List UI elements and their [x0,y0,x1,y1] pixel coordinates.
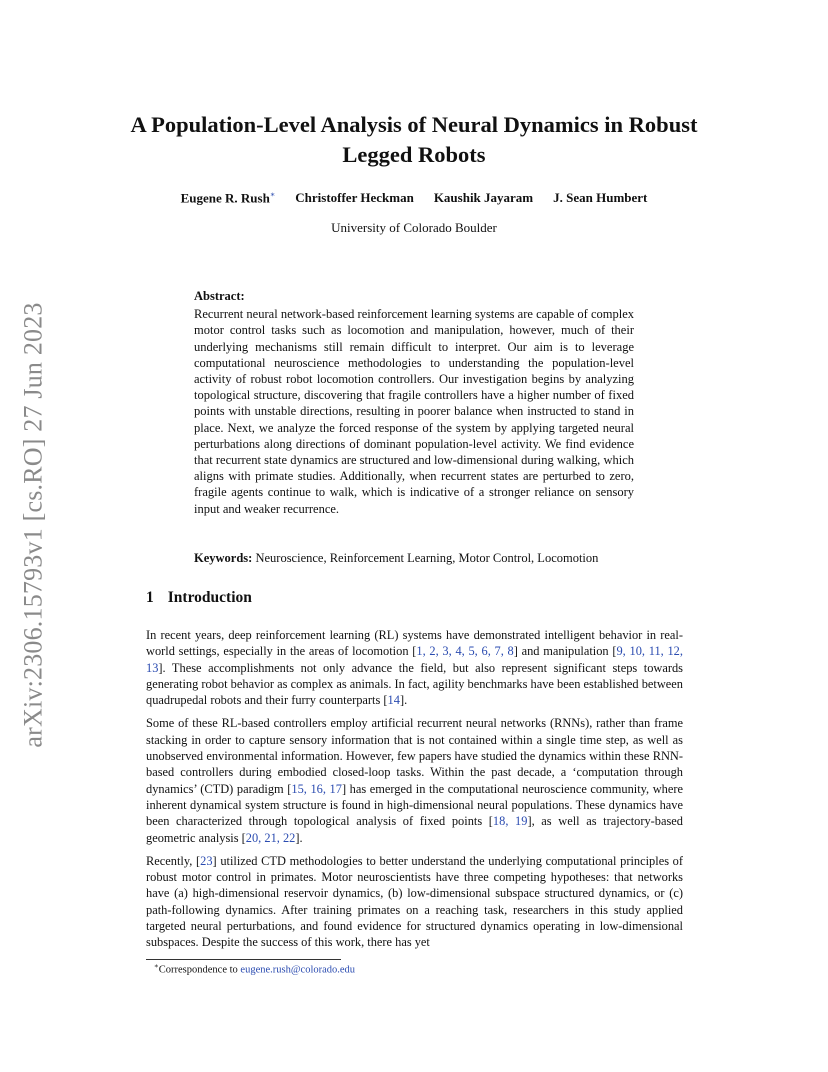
keywords-text: Neuroscience, Reinforcement Learning, Motor Control, Locomotion [255,551,599,565]
citation-link[interactable]: 15, 16, 17 [291,781,342,796]
paragraph-text: ]. These accomplishments not only advance the field, but also represent significant steps towards generating robot behavior as complex as animals. In fact, agility benchmarks have been established between quadrupedal robots and their furry counterparts [ [146,660,683,708]
abstract-block [194,288,634,517]
paragraph-text: In recent years, deep reinforcement learning (RL) systems have demonstrated intelligent behavior in real-world settings, especially in the areas of locomotion [ [146,628,683,659]
paragraph-text: ], as well as trajectory-based geometric analysis [ [146,814,683,845]
author-name: Eugene R. Rush [180,190,270,206]
section-number: 1 [146,589,154,606]
paragraph-text: ] has emerged in the computational neuroscience community, where inherent dynamical system structure is found in high-dimensional neural populations. These dynamics have been characterized through topological analysis of fixed points [ [146,781,683,829]
paragraph-text: ] utilized CTD methodologies to better understand the underlying computational principles of robust motor control in primates. Motor neuroscientists have three competing hypotheses: that networks have (a) high-dimensional reservoir dynamics, (b) low-dimensional subspace structured dynamics, or (c) path-following dynamics. After training primates on a reaching task, researchers in this study applied targeted neural perturbations, and found evidence for structured dynamics operating in low-dimensional subspaces. Despite the success of this work, there has yet [146,853,683,950]
author-list [120,190,708,206]
citation-link[interactable]: 20, 21, 22 [245,830,296,845]
author-item [434,190,533,206]
keywords-line [194,551,654,566]
email-link[interactable]: eugene.rush@colorado.edu [240,964,356,976]
citation-link[interactable]: 1, 2, 3, 4, 5, 6, 7, 8 [416,644,514,659]
arxiv-id-text: arXiv:2306.15793v1 [cs.RO] 27 Jun 2023 [19,302,49,748]
citation-link[interactable]: 9, 10, 11, 12, 13 [146,644,683,675]
paragraph-text: Some of these RL-based controllers employ artificial recurrent neural networks (RNNs), rather than frame stacking in order to capture sensory information that is not contained within a single time step, as well as unobserved environmental information. However, few papers have studied the dynamics within these RNN-based controllers during embodied closed-loop tasks. Within the past decade, a ‘computation through dynamics’ (CTD) paradigm [ [146,716,683,796]
paragraph [146,627,683,708]
author-item [181,190,276,206]
section-title: Introduction [167,589,252,606]
footnote-rule [146,959,341,960]
author-name: Christoffer Heckman [295,190,414,205]
paragraph-text: Recently, [ [146,853,201,868]
arxiv-identifier-stamp [10,290,58,760]
paragraph-text: ]. [399,693,408,708]
section-heading [146,589,252,607]
paragraph [146,715,683,845]
paper-title: A Population-Level Analysis of Neural Dynamics in Robust Legged Robots [130,112,698,167]
citation-link[interactable]: 18, 19 [492,814,528,829]
citation-link[interactable]: 14 [387,693,400,708]
author-name: Kaushik Jayaram [433,190,534,205]
citation-link[interactable]: 23 [200,853,213,868]
body-text [146,627,683,958]
footnote-mark: ∗ [154,962,159,970]
footnote-text: Correspondence to [158,964,241,976]
paragraph-text: ] and manipulation [ [513,644,617,659]
paragraph [146,853,683,951]
author-name: J. Sean Humbert [553,190,648,205]
author-item [553,190,647,206]
author-item [295,190,414,206]
footnote [154,962,355,976]
keywords-label: Keywords: [194,551,253,565]
abstract-text: Recurrent neural network-based reinforcement learning systems are capable of complex motor control tasks such as locomotion and manipulation, however, much of their underlying mechanisms still remain difficult to interpret. Our aim is to leverage computational neuroscience methodologies to understanding the population-level activity of robust robot locomotion controllers. Our investigation begins by analyzing topological structure, discovering that fragile controllers have a higher number of fixed points with unstable directions, resulting in poorer balance when instructed to stand in place. Next, we analyze the forced response of the system by applying targeted neural perturbations along directions of dominant population-level activity. We find evidence that recurrent state dynamics are structured and low-dimensional during walking, which aligns with primate studies. Additionally, when recurrent states are perturbed to zero, fragile agents continue to walk, which is indicative of a stronger reliance on sensory input and weaker recurrence. [194,307,634,516]
abstract-heading: Abstract: [194,289,245,303]
affiliation: University of Colorado Boulder [331,220,497,235]
correspondence-mark[interactable]: ∗ [269,190,276,199]
paragraph-text: ]. [295,830,303,845]
